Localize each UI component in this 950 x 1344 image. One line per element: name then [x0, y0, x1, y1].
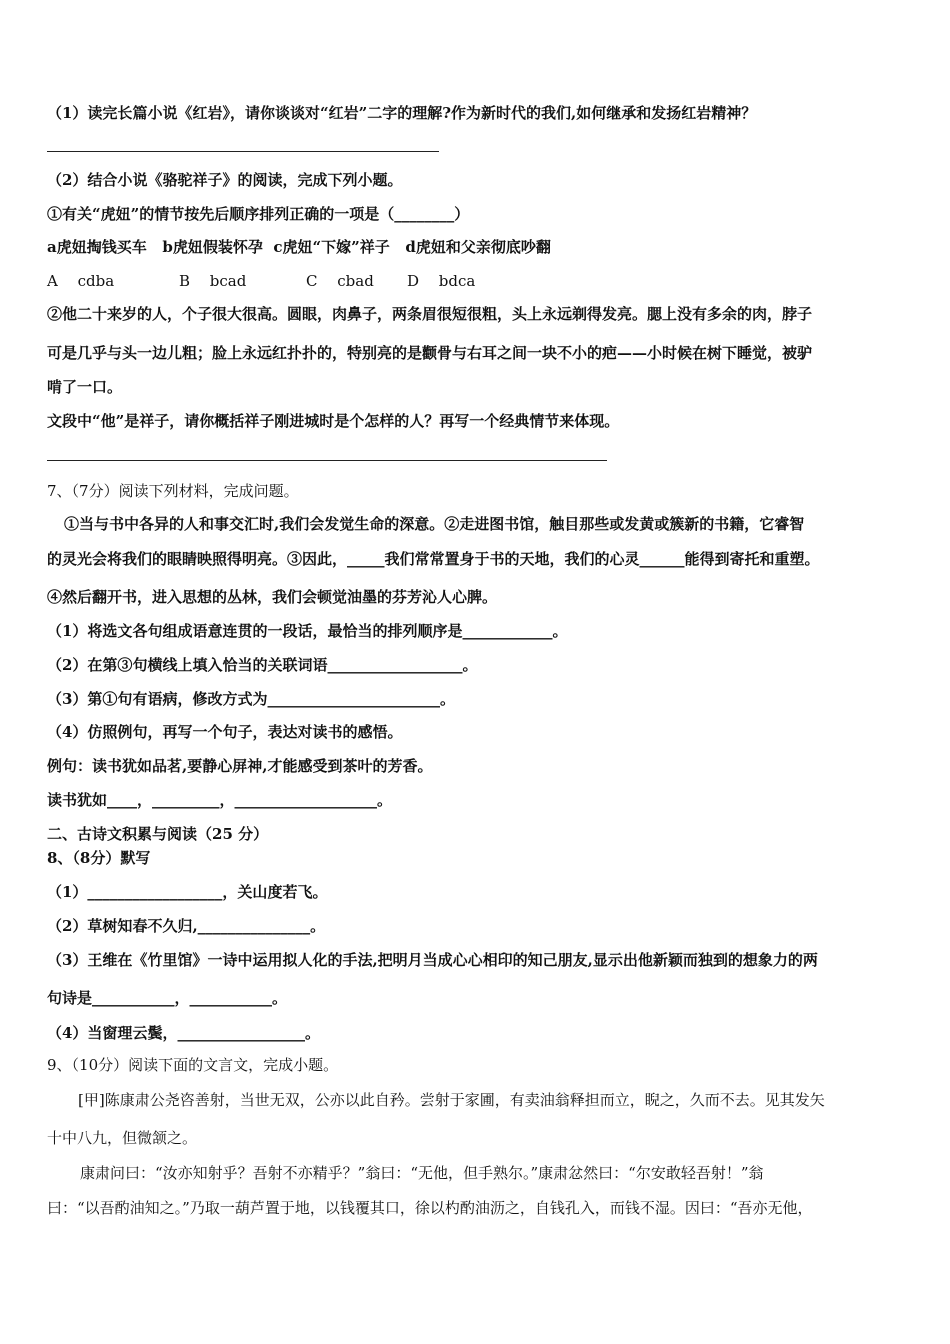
q7-sub1: （1）将选文各句组成语意连贯的一段话，最恰当的排列顺序是____________。: [47, 622, 568, 640]
q8-sub2: （2）草树知春不久归,_______________。: [47, 917, 326, 935]
q6-sub2-text: ②他二十来岁的人，个子很大很高。圆眼，肉鼻子，两条眉很短很粗，头上永远剃得发亮。腮上没有多余的肉，脖子: [47, 305, 813, 323]
q6-part1: （1）读完长篇小说《红岩》，请你谈谈对“红岩”二字的理解?作为新时代的我们,如何继承和发扬红岩精神？: [47, 104, 757, 122]
q6-sub1-items: a虎妞掏钱买车 b虎妞假装怀孕 c虎妞“下嫁”祥子 d虎妞和父亲彻底吵翻: [47, 238, 551, 256]
q9-passage: 十中八九，但微颔之。: [47, 1129, 198, 1147]
answer-rule: [47, 460, 607, 461]
q7-sub4: （4）仿照例句，再写一个句子，表达对读书的感悟。: [47, 723, 403, 741]
option-c: C cbad: [306, 272, 374, 290]
q6-sub2-question: 文段中“他”是祥子，请你概括祥子刚进城时是个怎样的人？再写一个经典情节来体现。: [47, 412, 620, 430]
option-b: B bcad: [179, 272, 247, 290]
q6-sub2-text: 啃了一口。: [47, 378, 123, 396]
q7-passage: ①当与书中各异的人和事交汇时,我们会发觉生命的深意。②走进图书馆，触目那些或发黄或簇新的书籍，它睿智: [64, 515, 805, 533]
q7-header: 7、（7分）阅读下列材料，完成问题。: [47, 482, 299, 500]
q7-example: 例句：读书犹如品茗,要静心屏神,才能感受到茶叶的芳香。: [47, 757, 433, 775]
q9-passage: 曰：“以吾酌油知之。”乃取一葫芦置于地，以钱覆其口，徐以杓酌油沥之，自钱孔入，而钱不湿。因曰：“吾亦无他，: [47, 1199, 813, 1217]
q8-sub3: 句诗是___________，___________。: [47, 989, 288, 1007]
q8-sub3: （3）王维在《竹里馆》一诗中运用拟人化的手法,把明月当成心心相印的知己朋友,显示出他新颖而独到的想象力的两: [47, 951, 818, 969]
q8-sub4: （4）当窗理云鬓，_________________。: [47, 1024, 320, 1042]
q6-part2: （2）结合小说《骆驼祥子》的阅读，完成下列小题。: [47, 171, 403, 189]
q9-header: 9、（10分）阅读下面的文言文，完成小题。: [47, 1056, 339, 1074]
q7-passage: ④然后翻开书，进入思想的丛林，我们会顿觉油墨的芬芳沁人心脾。: [47, 588, 498, 606]
option-d: D bdca: [407, 272, 476, 290]
q7-sub2: （2）在第③句横线上填入恰当的关联词语__________________。: [47, 656, 478, 674]
q7-fill: 读书犹如____，_________，___________________。: [47, 791, 393, 809]
q8-sub1: （1）__________________，关山度若飞。: [47, 883, 328, 901]
q8-header: 8、（8分）默写: [47, 849, 151, 867]
answer-rule: [47, 151, 439, 152]
section-title: 二、古诗文积累与阅读（25 分）: [47, 825, 269, 843]
q6-sub1-options: [47, 271, 475, 291]
q7-sub3: （3）第①句有语病，修改方式为_______________________。: [47, 690, 455, 708]
q6-sub1-stem: ①有关“虎妞”的情节按先后顺序排列正确的一项是（________）: [47, 205, 470, 223]
q6-sub2-text: 可是几乎与头一边儿粗；脸上永远红扑扑的，特别亮的是颧骨与右耳之间一块不小的疤——小时候在树下睡觉，被驴: [47, 344, 813, 362]
q9-passage: 康肃问曰：“汝亦知射乎？吾射不亦精乎？”翁曰：“无他，但手熟尔。”康肃忿然曰：“尔安敢轻吾射！”翁: [80, 1164, 764, 1182]
option-a: A cdba: [47, 272, 115, 290]
q9-passage: [甲]陈康肃公尧咨善射，当世无双，公亦以此自矜。尝射于家圃，有卖油翁释担而立，睨之，久而不去。见其发矢: [78, 1091, 825, 1109]
q7-passage: 的灵光会将我们的眼睛映照得明亮。③因此，_____我们常常置身于书的天地，我们的心灵______能得到寄托和重塑。: [47, 550, 820, 568]
